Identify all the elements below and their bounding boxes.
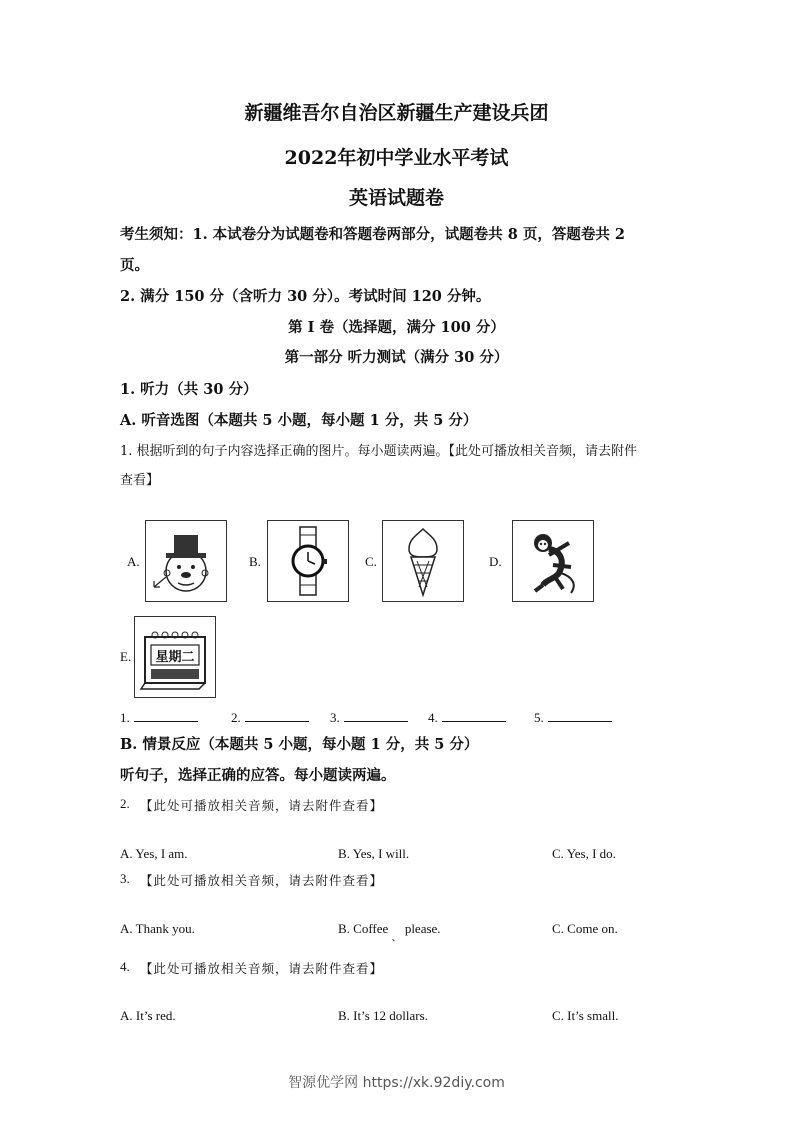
listening-heading: 1. 听力（共 30 分） bbox=[120, 381, 258, 398]
exam-title-line3: 英语试题卷 bbox=[348, 187, 444, 209]
answer-blank-4[interactable] bbox=[428, 709, 506, 726]
exam-title-line1: 新疆维吾尔自治区新疆生产建设兵团 bbox=[244, 102, 549, 124]
option-a[interactable]: A. Thank you. bbox=[120, 921, 195, 936]
answer-blank-number: 5. bbox=[534, 710, 544, 725]
volume-heading: 第 I 卷（选择题，满分 100 分） bbox=[288, 319, 505, 336]
exam-title-line2: 2022年初中学业水平考试 bbox=[284, 147, 509, 169]
option-b[interactable]: B. It’s 12 dollars. bbox=[338, 1008, 428, 1023]
option-a[interactable]: A. Yes, I am. bbox=[120, 846, 188, 861]
picture-label-b: B. bbox=[249, 554, 261, 569]
picture-label-e: E. bbox=[120, 649, 132, 664]
option-b[interactable] bbox=[338, 921, 441, 944]
blank-line[interactable] bbox=[442, 709, 506, 722]
blank-line[interactable] bbox=[548, 709, 612, 722]
option-c[interactable]: C. Come on. bbox=[552, 921, 618, 936]
part-b-instruction: 听句子，选择正确的应答。每小题读两遍。 bbox=[120, 767, 396, 784]
blank-line[interactable] bbox=[245, 709, 309, 722]
answer-blank-number: 3. bbox=[330, 710, 340, 725]
option-b[interactable]: B. Yes, I will. bbox=[338, 846, 410, 861]
part-a-instruction-line2: 查看】 bbox=[120, 473, 160, 488]
picture-label-d: D. bbox=[489, 554, 502, 569]
part-a-instruction-line1: 1. 根据听到的句子内容选择正确的图片。每小题读两遍。【此处可播放相关音频，请去附件 bbox=[120, 444, 638, 459]
calendar-day-text: 星期二 bbox=[155, 650, 195, 665]
part-a-heading: A. 听音选图（本题共 5 小题，每小题 1 分，共 5 分） bbox=[120, 412, 478, 429]
question-number-2: 2. bbox=[120, 796, 130, 811]
notice-line1-continued: 页。 bbox=[120, 257, 149, 274]
option-c[interactable]: C. Yes, I do. bbox=[552, 846, 616, 861]
part1-heading: 第一部分 听力测试（满分 30 分） bbox=[284, 349, 509, 366]
option-b-text-continued: please. bbox=[404, 921, 441, 936]
blank-line[interactable] bbox=[134, 709, 198, 722]
blank-line[interactable] bbox=[344, 709, 408, 722]
audio-note[interactable]: 【此处可播放相关音频，请去附件查看】 bbox=[140, 961, 384, 976]
answer-blank-1[interactable] bbox=[120, 709, 198, 726]
audio-note[interactable]: 【此处可播放相关音频，请去附件查看】 bbox=[140, 798, 384, 813]
pause-mark: 、 bbox=[391, 933, 402, 944]
picture-label-a: A. bbox=[127, 554, 140, 569]
option-b-text: B. Coffee bbox=[338, 921, 389, 936]
question-number-3: 3. bbox=[120, 871, 130, 886]
monkey-icon bbox=[512, 520, 594, 602]
picture-label-c: C. bbox=[365, 554, 377, 569]
answer-blank-3[interactable] bbox=[330, 709, 408, 726]
part-b-heading: B. 情景反应（本题共 5 小题，每小题 1 分，共 5 分） bbox=[120, 736, 479, 753]
footer-watermark: 智源优学网 https://xk.92diy.com bbox=[288, 1075, 505, 1091]
option-a[interactable]: A. It’s red. bbox=[120, 1008, 176, 1023]
answer-blank-number: 2. bbox=[231, 710, 241, 725]
answer-blank-number: 1. bbox=[120, 710, 130, 725]
audio-note[interactable]: 【此处可播放相关音频，请去附件查看】 bbox=[140, 873, 384, 888]
answer-blank-2[interactable] bbox=[231, 709, 309, 726]
ice-cream-icon bbox=[382, 520, 464, 602]
answer-blank-5[interactable] bbox=[534, 709, 612, 726]
option-c[interactable]: C. It’s small. bbox=[552, 1008, 619, 1023]
answer-blank-number: 4. bbox=[428, 710, 438, 725]
question-number-4: 4. bbox=[120, 959, 130, 974]
notice-line2: 2. 满分 150 分（含听力 30 分）。考试时间 120 分钟。 bbox=[120, 288, 491, 305]
snowman-icon bbox=[145, 520, 227, 602]
watch-icon bbox=[267, 520, 349, 602]
notice-line1: 考生须知：1. 本试卷分为试题卷和答题卷两部分，试题卷共 8 页，答题卷共 2 bbox=[120, 226, 626, 243]
calendar-icon bbox=[134, 616, 216, 698]
